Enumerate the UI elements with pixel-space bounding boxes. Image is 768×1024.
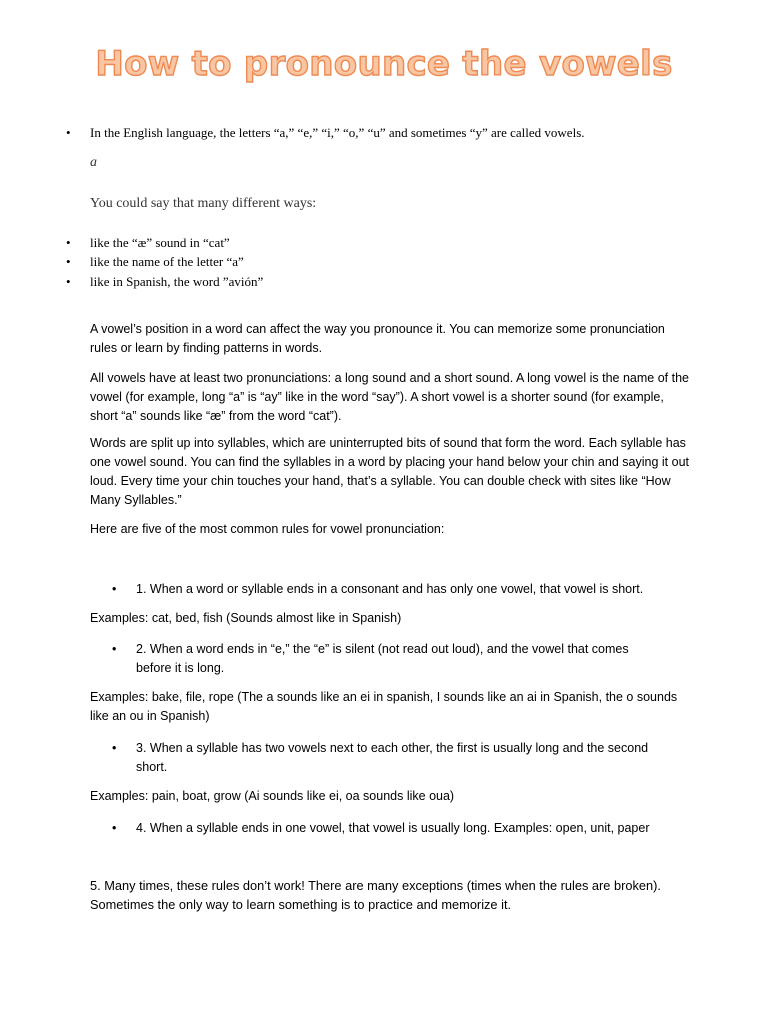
rule-example: Examples: cat, bed, fish (Sounds almost like in Spanish) — [90, 611, 402, 625]
vowel-letter: a — [90, 155, 97, 170]
intro-bullet-item — [66, 124, 706, 142]
intro-text: In the English language, the letters “a,” “e,” “i,” “o,” “u” and sometimes “y” are called vowels. — [90, 125, 585, 140]
rule-text: 4. When a syllable ends in one vowel, that vowel is usually long. Examples: open, unit, paper — [136, 821, 650, 835]
rule-text: 2. When a word ends in “e,” the “e” is silent (not read out loud), and the vowel that comes before it is long. — [136, 642, 629, 675]
list-item-text: like the name of the letter “a” — [90, 254, 244, 269]
bullet-icon: • — [112, 582, 117, 596]
paragraph: A vowel’s position in a word can affect the way you pronounce it. You can memorize some pronunciation rules or learn by finding patterns in words. — [90, 322, 665, 355]
list-item — [66, 253, 666, 271]
rule-example: Examples: bake, file, rope (The a sounds like an ei in spanish, I sounds like an ai in Spanish, the o sounds like an ou in Spanish) — [90, 690, 678, 723]
rule-text: 1. When a word or syllable ends in a consonant and has only one vowel, that vowel is short. — [136, 582, 644, 596]
list-item-text: like in Spanish, the word ”avión” — [90, 274, 264, 289]
rule-example: Examples: pain, boat, grow (Ai sounds like ei, oa sounds like oua) — [90, 789, 455, 803]
final-note: 5. Many times, these rules don’t work! There are many exceptions (times when the rules are broken). Sometimes the only way to learn something is to practice and memorize it. — [90, 878, 661, 912]
list-item — [66, 234, 666, 252]
page-title: How to pronounce the vowels — [95, 44, 673, 84]
bullet-icon: • — [112, 821, 117, 835]
paragraph: Words are split up into syllables, which are uninterrupted bits of sound that form the word. Each syllable has one vowel sound. You can find the syllables in a word by placing your hand below your chin and saying it out loud. Every time your chin touches your hand, that’s a syllable. You can double check with sites like “How Many Syllables.” — [90, 436, 689, 507]
ways-heading: You could say that many different ways: — [90, 196, 317, 211]
bullet-icon: • — [66, 235, 71, 250]
paragraph: Here are five of the most common rules for vowel pronunciation: — [90, 522, 445, 536]
bullet-icon: • — [66, 274, 71, 289]
list-item — [66, 273, 666, 291]
bullet-icon: • — [66, 125, 71, 140]
bullet-icon: • — [112, 741, 117, 755]
list-item-text: like the “æ” sound in “cat” — [90, 235, 230, 250]
paragraph: All vowels have at least two pronunciations: a long sound and a short sound. A long vowel is the name of the vowel (for example, long “a” is “ay” like in the word “say”). A short vowel is a shorter sound (for example, short “a” sounds like “æ” from the word “cat”). — [90, 371, 689, 423]
bullet-icon: • — [112, 642, 117, 656]
bullet-icon: • — [66, 254, 71, 269]
rule-text: 3. When a syllable has two vowels next to each other, the first is usually long and the second short. — [136, 741, 649, 774]
